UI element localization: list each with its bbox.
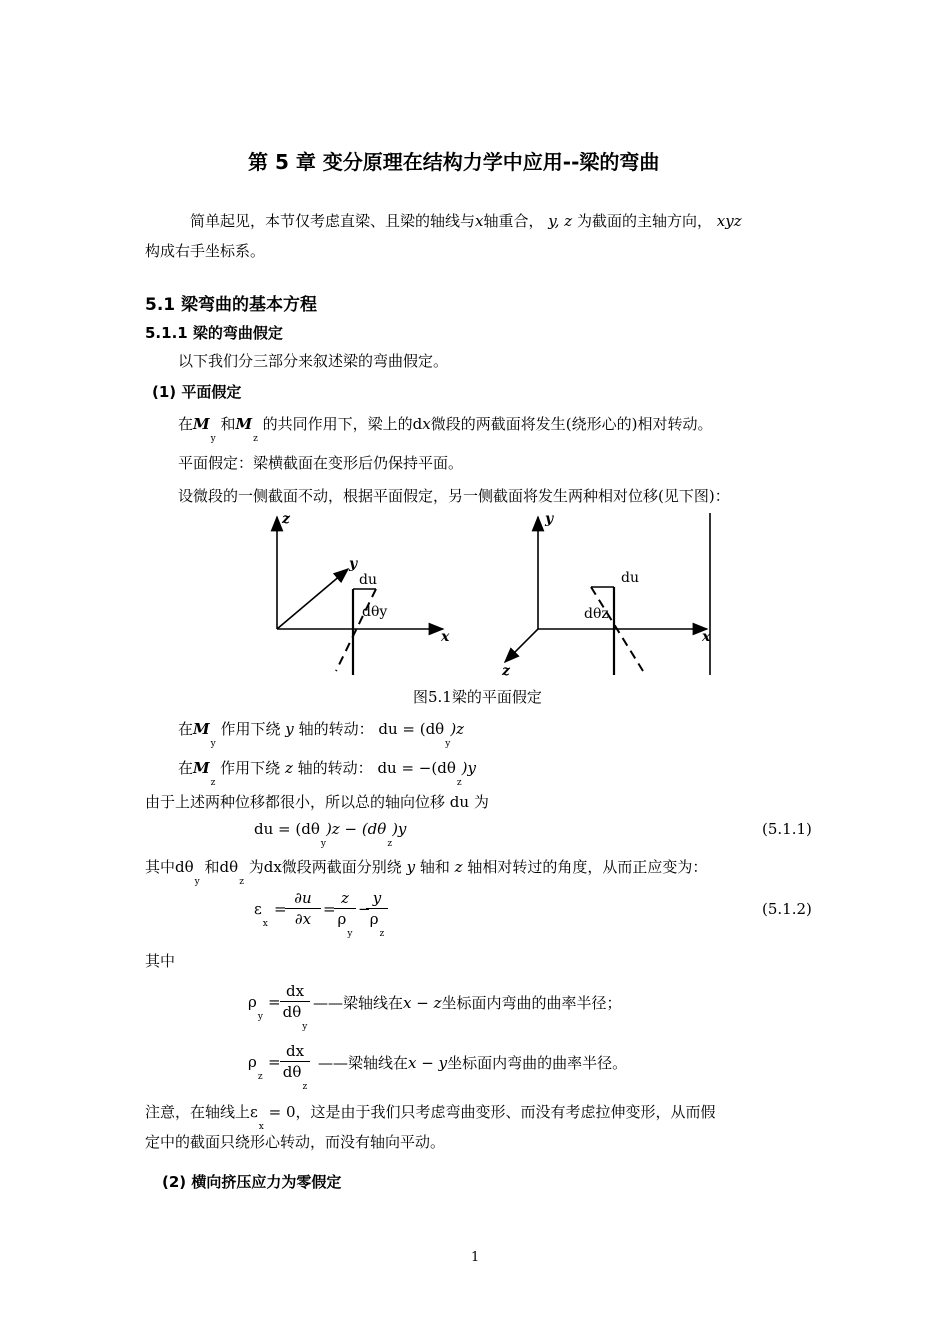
left-y-axis	[277, 569, 348, 629]
left-x-label: x	[441, 629, 450, 645]
eq2-epsilon: $\varepsilon_x$	[254, 900, 268, 929]
rho-z-symbol: $\rho_z$	[248, 1053, 263, 1082]
transverse-stress-heading: (2) 横向挤压应力为零假定	[162, 1173, 342, 1191]
note-line-2: 定中的截面只绕形心转动，而没有轴向平动。	[145, 1133, 446, 1151]
section-5-1-heading: 5.1 梁弯曲的基本方程	[145, 295, 318, 315]
where-text: 其中	[145, 952, 176, 970]
rho-y-description: ——梁轴线在x − z坐标面内弯曲的曲率半径；	[313, 994, 622, 1012]
eq2-equals-2: =	[323, 900, 336, 918]
eq2-minus: −	[358, 900, 371, 918]
left-y-label: y	[349, 556, 358, 572]
overview-paragraph: 以下我们分三部分来叙述梁的弯曲假定。	[178, 352, 449, 370]
page-number: 1	[471, 1250, 480, 1265]
note-line-1: 注意，在轴线上$\varepsilon_x = 0$，这是由于我们只考虑弯曲变形、而没有考虑拉伸变形，从而假	[145, 1103, 716, 1132]
rho-y-equals: =	[268, 993, 281, 1011]
right-diagram	[501, 511, 711, 679]
left-z-label: z	[282, 511, 290, 527]
eq2-y-over-rho-z: y $\rho_z$	[366, 889, 388, 928]
right-dtheta-label: dθz	[584, 606, 609, 622]
rho-z-equals: =	[268, 1053, 281, 1071]
plane-definition: 平面假定：梁横截面在变形后仍保持平面。	[178, 454, 464, 472]
eq2-equals-1: =	[274, 900, 287, 918]
rho-z-description: ——梁轴线在x − y坐标面内弯曲的曲率半径。	[318, 1054, 628, 1072]
left-du-label: du	[359, 572, 377, 588]
intro-line-1: 简单起见，本节仅考虑直梁、且梁的轴线与x轴重合， y, z 为截面的主轴方向， xyz	[190, 212, 742, 230]
right-z-axis	[505, 629, 538, 662]
total-displacement-text: 由于上述两种位移都很小，所以总的轴向位移 du 为	[145, 793, 489, 811]
equation-5-1-1: du = $(d\theta_y)z - (d\theta_z)y$	[254, 820, 407, 849]
left-rotated-section	[336, 589, 376, 671]
chapter-title: 第 5 章 变分原理在结构力学中应用--梁的弯曲	[248, 150, 660, 174]
equation-5-1-1-number: (5.1.1)	[762, 820, 812, 838]
plane-assumption-heading: (1) 平面假定	[152, 383, 242, 401]
right-z-label: z	[502, 663, 510, 679]
left-dtheta-label: dθy	[362, 604, 388, 620]
eq2-partial-fraction: ∂u ∂x	[285, 889, 321, 928]
intro-line-2: 构成右手坐标系。	[145, 242, 266, 260]
rotation-about-y: 在$M_y$ 作用下绕 y 轴的转动： du = $(d\theta_y)z$	[178, 720, 465, 749]
plane-line-3: 设微段的一侧截面不动，根据平面假定，另一侧截面将发生两种相对位移(见下图)：	[178, 487, 730, 505]
right-du-label: du	[621, 570, 639, 586]
equation-5-1-2-number: (5.1.2)	[762, 900, 812, 918]
plane-line-1: 在$M_y$ 和$M_z$ 的共同作用下，梁上的dx微段的两截面将发生(绕形心的)相对转动。	[178, 415, 713, 444]
rotation-about-z: 在$M_z$ 作用下绕 z 轴的转动： du = $-(d\theta_z)y$	[178, 759, 476, 788]
eq2-z-over-rho-y: z $\rho_y$	[334, 889, 356, 928]
rho-z-fraction: dx $d\theta_z$	[280, 1042, 310, 1081]
where-angles-text: 其中$d\theta_y$ 和$d\theta_z$ 为dx微段两截面分别绕 y 轴和 z 轴相对转过的角度，从而正应变为：	[145, 858, 708, 887]
rho-y-fraction: dx $d\theta_y$	[280, 982, 310, 1021]
left-diagram	[277, 511, 450, 675]
figure-plane-assumption	[250, 505, 720, 685]
rho-y-symbol: $\rho_y$	[248, 993, 263, 1022]
right-y-label: y	[545, 511, 554, 527]
figure-caption: 图5.1梁的平面假定	[413, 688, 542, 706]
right-x-label: x	[702, 629, 711, 645]
section-5-1-1-heading: 5.1.1 梁的弯曲假定	[145, 324, 283, 342]
